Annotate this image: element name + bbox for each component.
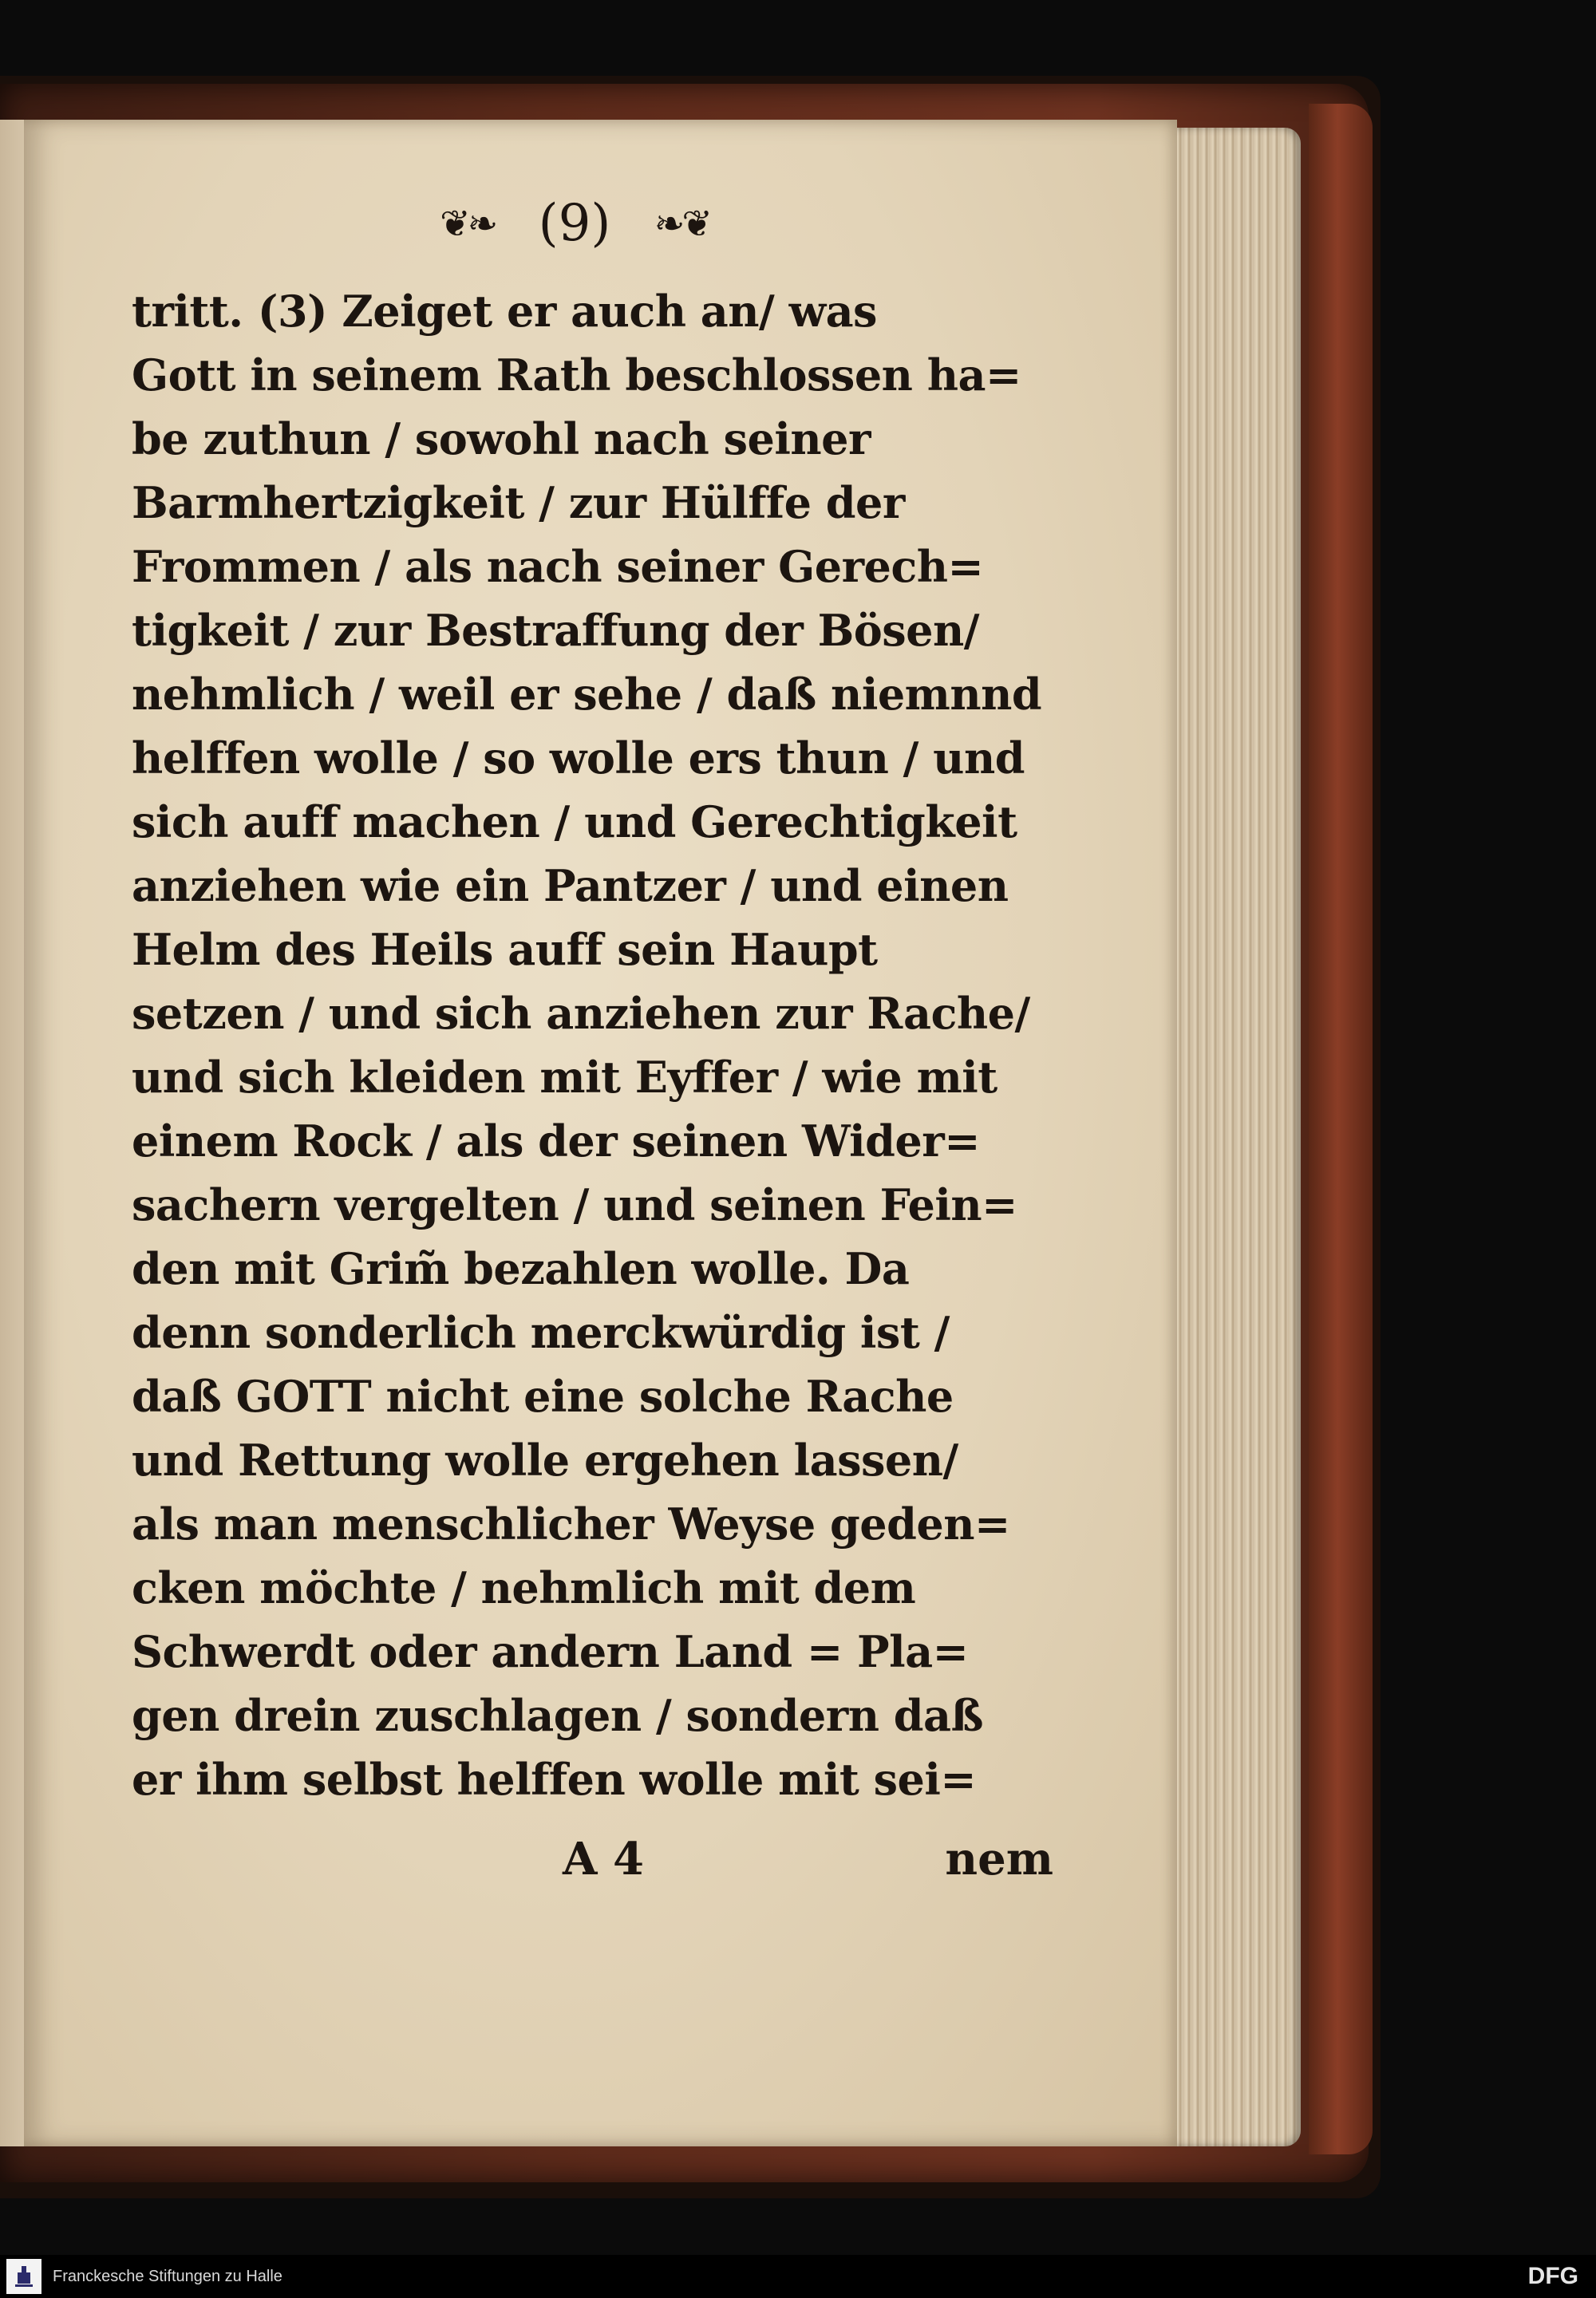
text-line: denn sonderlich merckwürdig ist / [132, 1307, 950, 1358]
text-line: gen drein zuschlagen / sondern daß [132, 1690, 984, 1741]
text-line: tritt. (3) Zeiget er auch an/ was [132, 286, 877, 337]
text-line: und sich kleiden mit Eyffer / wie mit [132, 1052, 998, 1103]
text-line: anziehen wie ein Pantzer / und einen [132, 860, 1009, 911]
text-line: tigkeit / zur Bestraffung der Bösen/ [132, 605, 980, 656]
text-line: Schwerdt oder andern Land = Pla= [132, 1626, 969, 1677]
text-line: er ihm selbst helffen wolle mit sei= [132, 1754, 977, 1805]
text-line: daß GOTT nicht eine solche Rache [132, 1371, 954, 1422]
text-line: den mit Grim̃ bezahlen wolle. Da [132, 1243, 910, 1294]
cover-edge [1309, 104, 1373, 2154]
text-line: cken möchte / nehmlich mit dem [132, 1562, 916, 1613]
text-line: sich auff machen / und Gerechtigkeit [132, 796, 1017, 847]
ornament-left-icon: ❦❧ [440, 202, 496, 245]
body-text [132, 279, 1041, 1811]
text-line: Barmhertzigkeit / zur Hülffe der [132, 477, 905, 528]
text-line: und Rettung wolle ergehen lassen/ [132, 1435, 958, 1486]
page-header [375, 192, 774, 255]
text-line: Gott in seinem Rath beschlossen ha= [132, 349, 1021, 401]
page-edges [1165, 128, 1301, 2146]
page-number: (9) [538, 194, 611, 253]
viewer-footer-bar [0, 2255, 1596, 2298]
text-line: einem Rock / als der seinen Wider= [132, 1115, 980, 1167]
text-line: Helm des Heils auff sein Haupt [132, 924, 878, 975]
text-line: setzen / und sich anziehen zur Rache/ [132, 988, 1030, 1039]
text-line: nehmlich / weil er sehe / daß niemnnd [132, 669, 1042, 720]
page-footer [132, 1827, 1053, 1891]
institution-logo-icon[interactable] [6, 2259, 41, 2294]
text-line: als man menschlicher Weyse geden= [132, 1498, 1010, 1550]
credit-text[interactable]: Franckesche Stiftungen zu Halle [53, 2267, 282, 2285]
text-line: be zuthun / sowohl nach seiner [132, 413, 871, 464]
text-line: Frommen / als nach seiner Gerech= [132, 541, 984, 592]
text-line: helffen wolle / so wolle ers thun / und [132, 732, 1025, 784]
catchword: nem [945, 1833, 1053, 1885]
dfg-logo[interactable]: DFG [1527, 2263, 1578, 2289]
text-line: sachern vergelten / und seinen Fein= [132, 1179, 1017, 1230]
ornament-right-icon: ❧❦ [654, 202, 709, 245]
signature-mark: A 4 [563, 1833, 644, 1885]
